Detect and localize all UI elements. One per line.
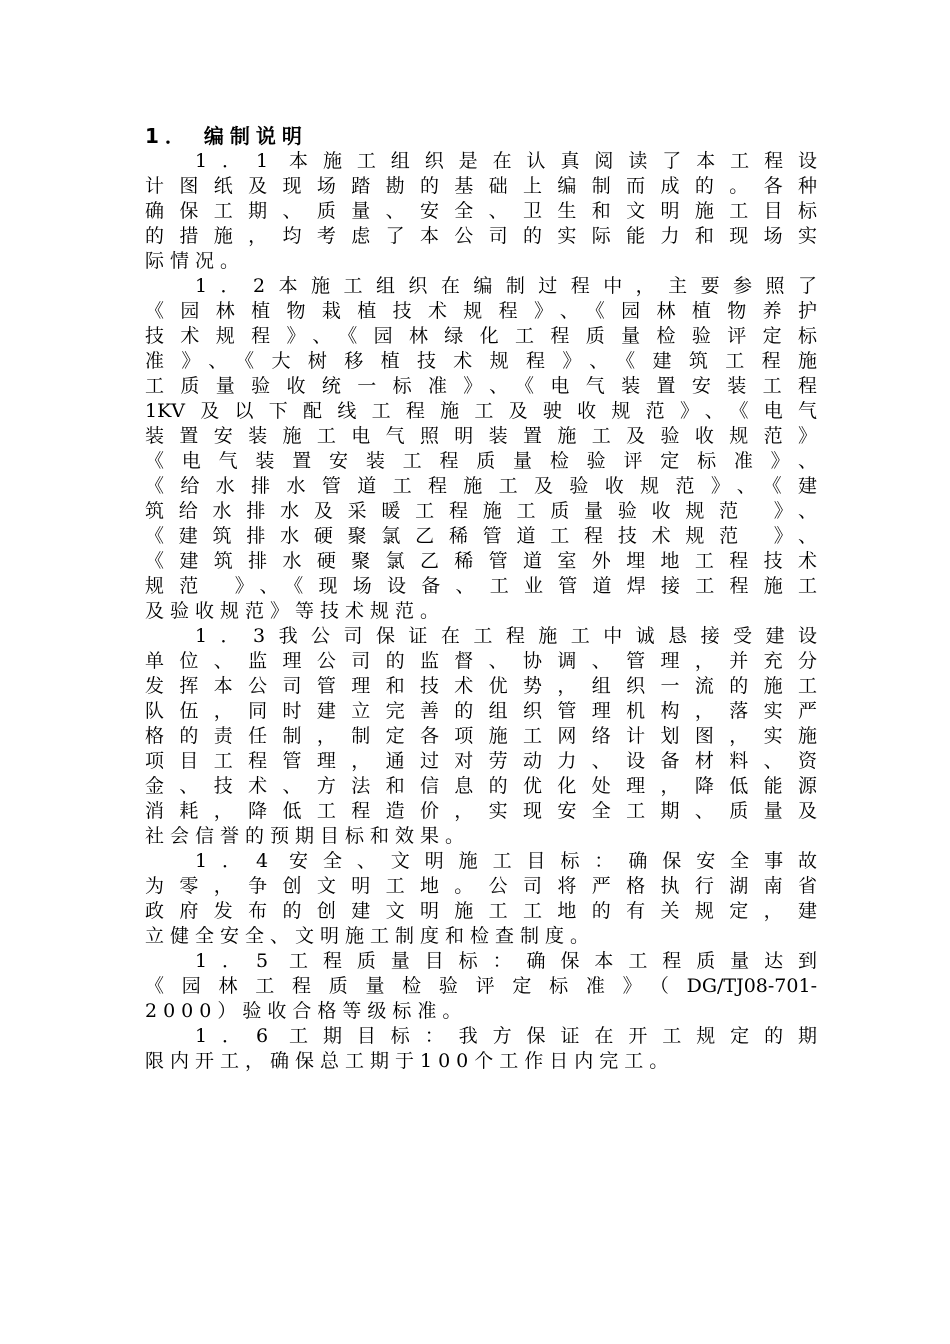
paragraph [145,624,817,849]
text-line: 1．5 工程质量目标：确保本工程质量达到 [195,950,817,972]
text-line: 社会信誉的预期目标和效果。 [145,825,471,847]
paragraph [145,849,817,949]
text-line: 《园林植物栽植技术规程》、《园林植物养护 [145,300,817,322]
text-line: 1．4 安全、文明施工目标：确保安全事故 [195,850,817,872]
paragraph [145,274,817,624]
text-line: 项目工程管理，通过对劳动力、设备材料、资 [145,750,817,772]
text-line: 的措施，均考虑了本公司的实际能力和现场实 [145,225,817,247]
text-line: 为零，争创文明工地。公司将严格执行湖南省 [145,875,817,897]
text-line: 筑给水排水及采暖工程施工质量验收规范 》、 [145,500,817,522]
paragraph [145,949,817,1024]
text-line: 1．6 工期目标：我方保证在开工规定的期 [195,1025,817,1047]
text-line: 2000）验收合格等级标准。 [145,1000,468,1022]
text-line: 政府发布的创建文明施工工地的有关规定，建 [145,900,817,922]
paragraph [145,1024,817,1074]
text-line: 发挥本公司管理和技术优势，组织一流的施工 [145,675,817,697]
text-line: 计图纸及现场踏勘的基础上编制而成的。各种 [145,175,817,197]
text-line: 1．3我公司保证在工程施工中诚恳接受建设 [195,625,817,647]
text-line: 《建筑排水硬聚氯乙稀管道室外埋地工程技术 [145,550,817,572]
text-line: 工质量验收统一标准》、《电气装置安装工程 [145,375,817,397]
text-line: 装置安装施工电气照明装置施工及验收规范》 [145,425,817,447]
text-line: 规范 》、《现场设备、工业管道焊接工程施工 [145,575,817,597]
text-line: 《电气装置安装工程质量检验评定标准》、 [145,450,817,472]
text-line: 金、技术、方法和信息的优化处理，降低能源 [145,775,817,797]
text-line: 格的责任制，制定各项施工网络计划图，实施 [145,725,817,747]
text-line: 消耗，降低工程造价，实现安全工期、质量及 [145,800,817,822]
section-heading: 1． 编制说明 [145,124,308,148]
text-line: 确保工期、质量、安全、卫生和文明施工目标 [145,200,817,222]
text-line: 际情况。 [145,250,246,272]
text-line: 立健全安全、文明施工制度和检查制度。 [145,925,596,947]
document-body [145,123,817,1074]
text-line: 《给水排水管道工程施工及验收规范》、《建 [145,475,817,497]
text-line: 队伍，同时建立完善的组织管理机构，落实严 [145,700,817,722]
text-line: 1KV及以下配线工程施工及驶收规范》、《电气 [145,400,817,422]
text-line: 《园林工程质量检验评定标准》（DG/TJ08-701- [145,975,817,997]
text-line: 1．2本施工组织在编制过程中，主要参照了 [195,275,817,297]
paragraph-list [145,149,817,1074]
paragraph [145,149,817,274]
text-line: 准》、《大树移植技术规程》、《建筑工程施 [145,350,817,372]
text-line: 1．1 本施工组织是在认真阅读了本工程设 [195,150,817,172]
text-line: 限内开工，确保总工期于100个工作日内完工。 [145,1050,675,1072]
text-line: 技术规程》、《园林绿化工程质量检验评定标 [145,325,817,347]
text-line: 单位、监理公司的监督、协调、管理，并充分 [145,650,817,672]
text-line: 及验收规范》等技术规范。 [145,600,446,622]
text-line: 《建筑排水硬聚氯乙稀管道工程技术规范 》、 [145,525,817,547]
